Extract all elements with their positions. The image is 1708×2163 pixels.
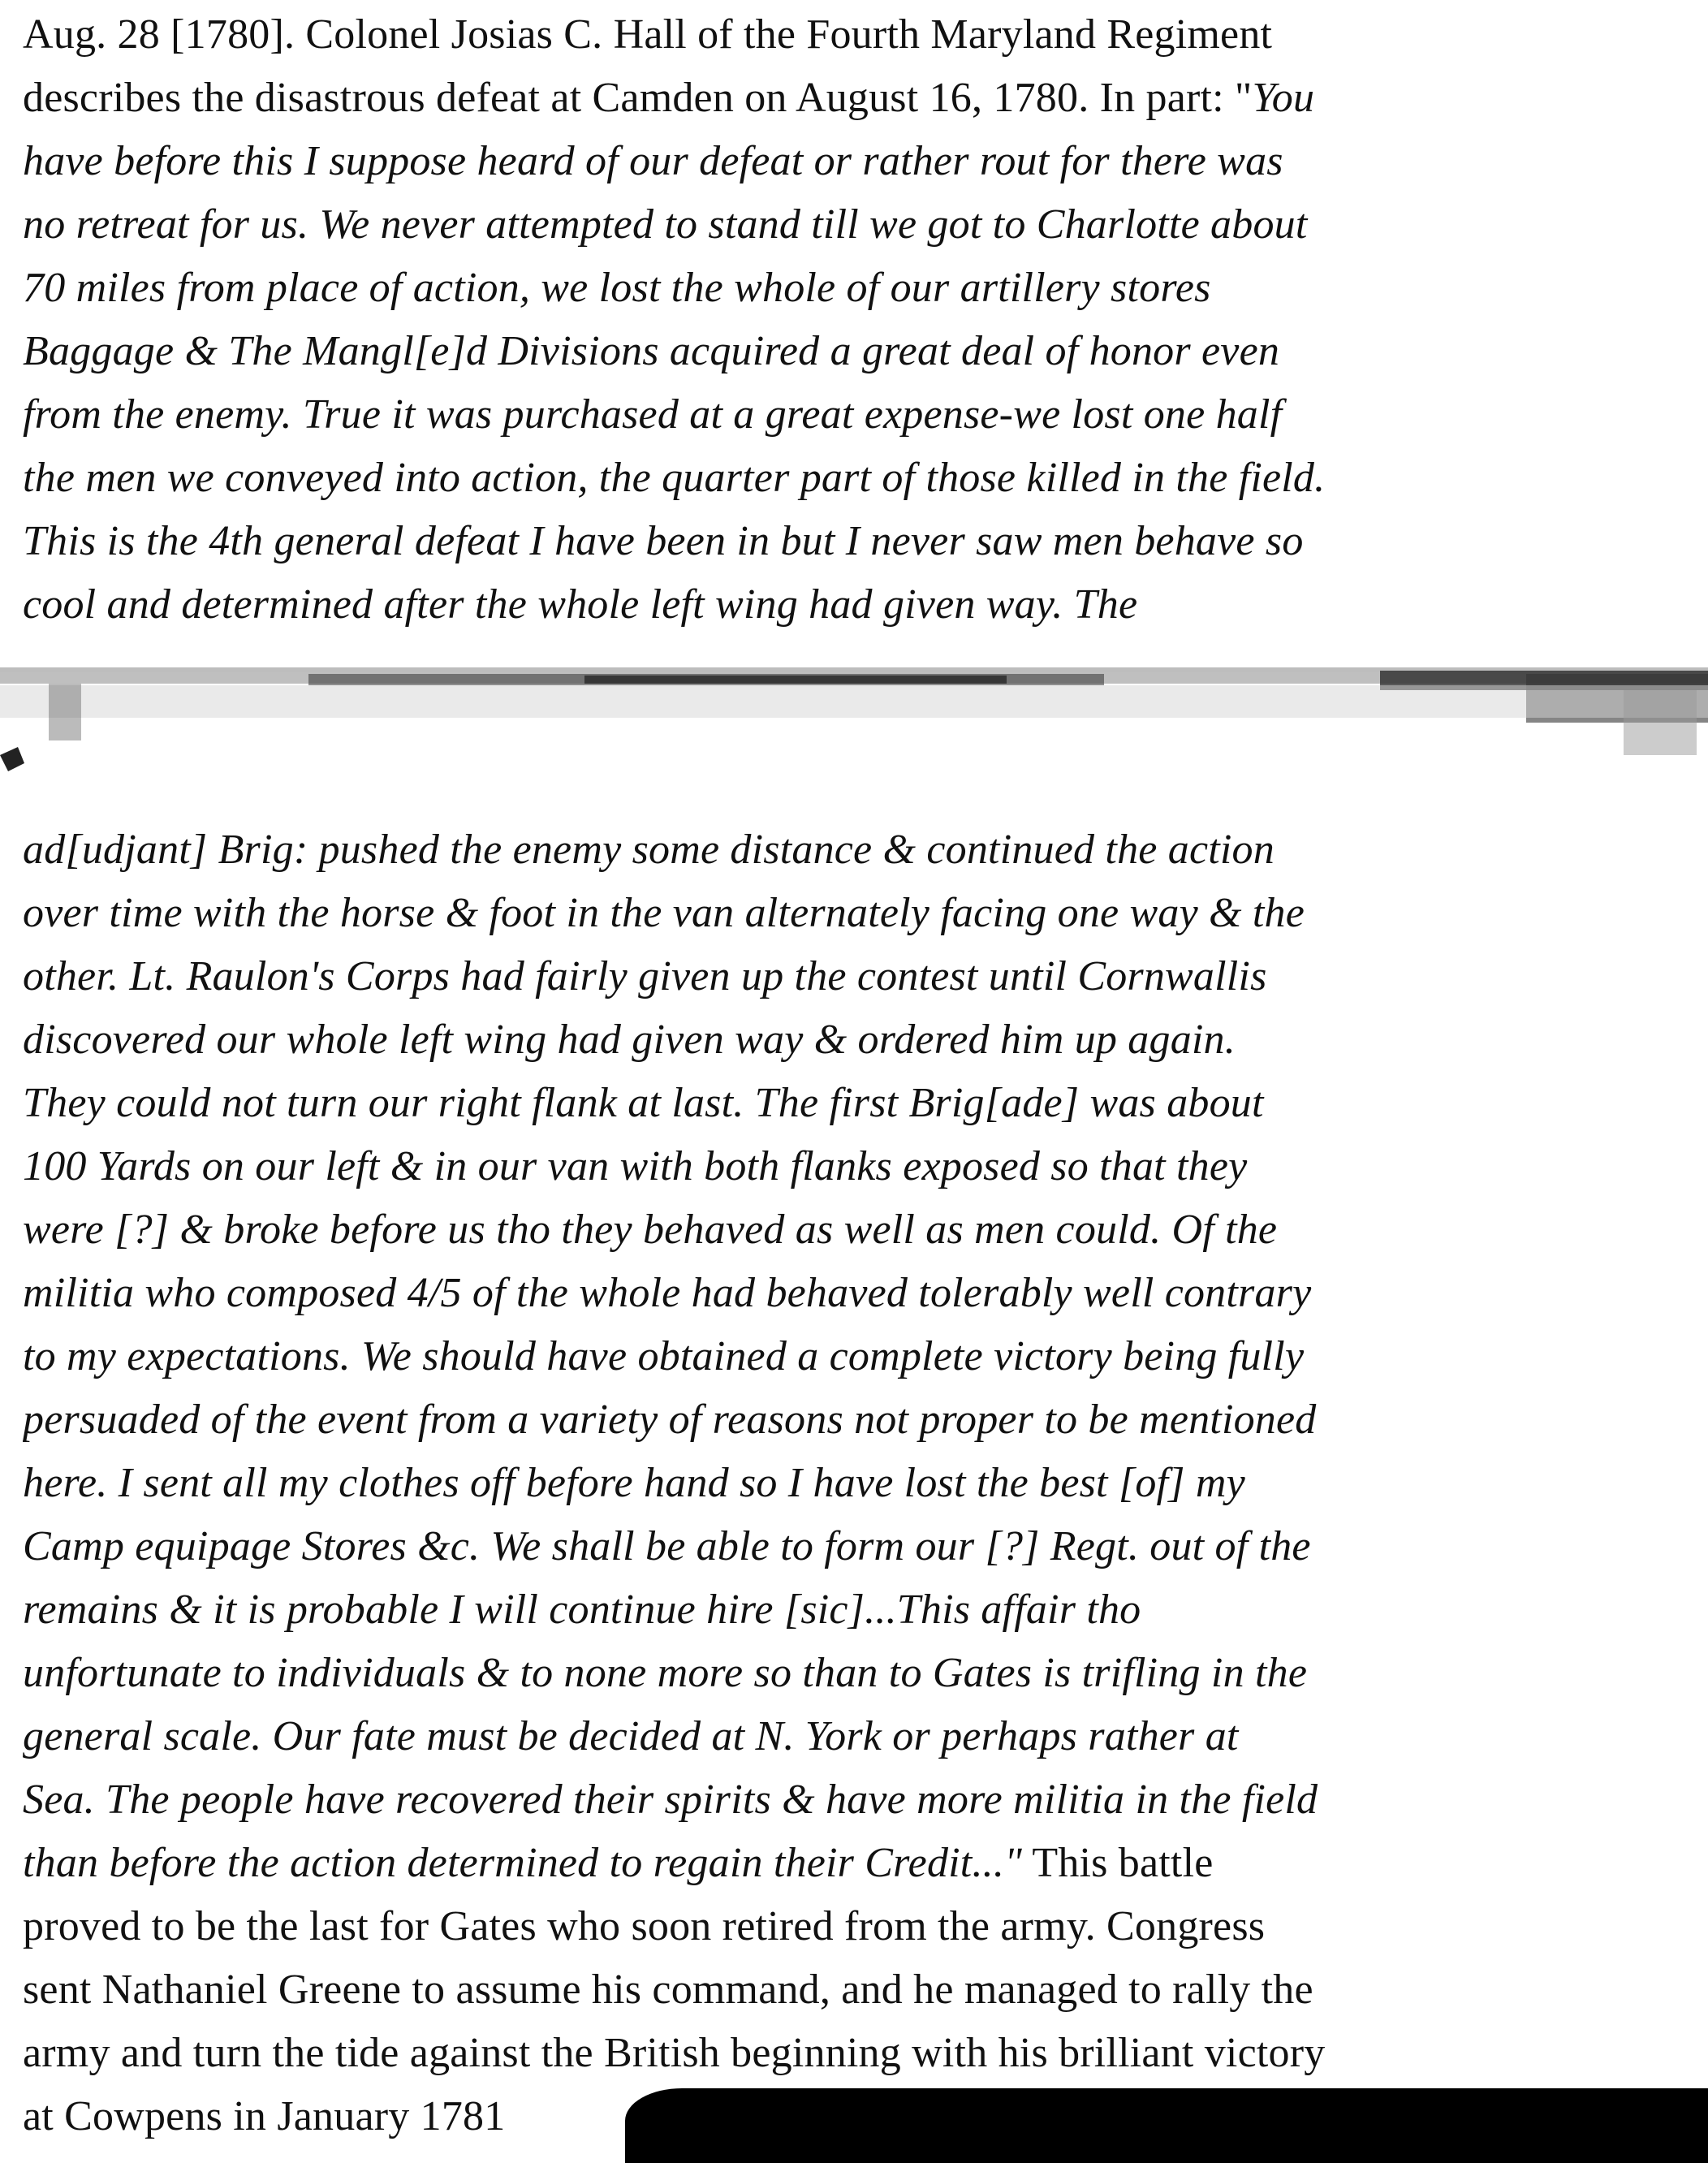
text-line: army and turn the tide against the British beginning with his brilliant victory xyxy=(23,2030,1326,2076)
text-line-mixed xyxy=(23,1832,1679,1895)
scan-black-corner xyxy=(625,2088,1708,2163)
text-line: from the enemy. True it was purchased at a great expense-we lost one half xyxy=(23,391,1283,438)
text-line: Sea. The people have recovered their spirits & have more militia in the field xyxy=(23,1777,1318,1823)
passage-top xyxy=(23,3,1679,637)
text-line: Baggage & The Mangl[e]d Divisions acquired a great deal of honor even xyxy=(23,328,1280,374)
text-line: over time with the horse & foot in the van alternately facing one way & the xyxy=(23,890,1305,936)
text-line: Camp equipage Stores &c. We shall be able to form our [?] Regt. out of the xyxy=(23,1523,1311,1569)
quote-end-text: than before the action determined to regain their Credit..." xyxy=(23,1840,1023,1886)
quote-start-text: You xyxy=(1252,75,1315,121)
text-line: militia who composed 4/5 of the whole had behaved tolerably well contrary xyxy=(23,1270,1312,1316)
scan-noise-graphic xyxy=(0,650,1708,812)
text-line: proved to be the last for Gates who soon retired from the army. Congress xyxy=(23,1903,1266,1949)
text-line: unfortunate to individuals & to none more so than to Gates is trifling in the xyxy=(23,1650,1308,1696)
text-line: They could not turn our right flank at last. The first Brig[ade] was about xyxy=(23,1080,1264,1126)
text-line: other. Lt. Raulon's Corps had fairly given up the contest until Cornwallis xyxy=(23,953,1267,999)
text-line: at Cowpens in January 1781 xyxy=(23,2093,506,2139)
text-line: cool and determined after the whole left wing had given way. The xyxy=(23,581,1138,628)
text-line: This is the 4th general defeat I have been in but I never saw men behave so xyxy=(23,518,1304,564)
text-line: describes the disastrous defeat at Camden on August 16, 1780. In part: "You xyxy=(23,75,1315,121)
text-line: no retreat for us. We never attempted to stand till we got to Charlotte about xyxy=(23,201,1308,248)
text-line: to my expectations. We should have obtained a complete victory being fully xyxy=(23,1333,1305,1379)
text-line: Aug. 28 [1780]. Colonel Josias C. Hall of the Fourth Maryland Regiment xyxy=(23,11,1273,58)
text-line: persuaded of the event from a variety of reasons not proper to be mentioned xyxy=(23,1397,1317,1443)
text-line: were [?] & broke before us tho they behaved as well as men could. Of the xyxy=(23,1207,1278,1253)
text-line: 100 Yards on our left & in our van with both flanks exposed so that they xyxy=(23,1143,1248,1189)
scan-artifact-band xyxy=(0,650,1708,812)
text-line: here. I sent all my clothes off before hand so I have lost the best [of] my xyxy=(23,1460,1245,1506)
passage-bottom xyxy=(23,818,1679,2148)
text-line: have before this I suppose heard of our defeat or rather rout for there was xyxy=(23,138,1283,184)
text-line: general scale. Our fate must be decided at N. York or perhaps rather at xyxy=(23,1713,1239,1759)
narration-text: This battle xyxy=(1022,1840,1214,1886)
text-line: sent Nathaniel Greene to assume his command, and he managed to rally the xyxy=(23,1967,1313,2013)
text-line: the men we conveyed into action, the quarter part of those killed in the field. xyxy=(23,455,1326,501)
text-line: remains & it is probable I will continue hire [sic]...This affair tho xyxy=(23,1587,1141,1633)
text-line: ad[udjant] Brig: pushed the enemy some distance & continued the action xyxy=(23,827,1275,873)
text-line: discovered our whole left wing had given way & ordered him up again. xyxy=(23,1017,1236,1063)
text-line: 70 miles from place of action, we lost the whole of our artillery stores xyxy=(23,265,1211,311)
